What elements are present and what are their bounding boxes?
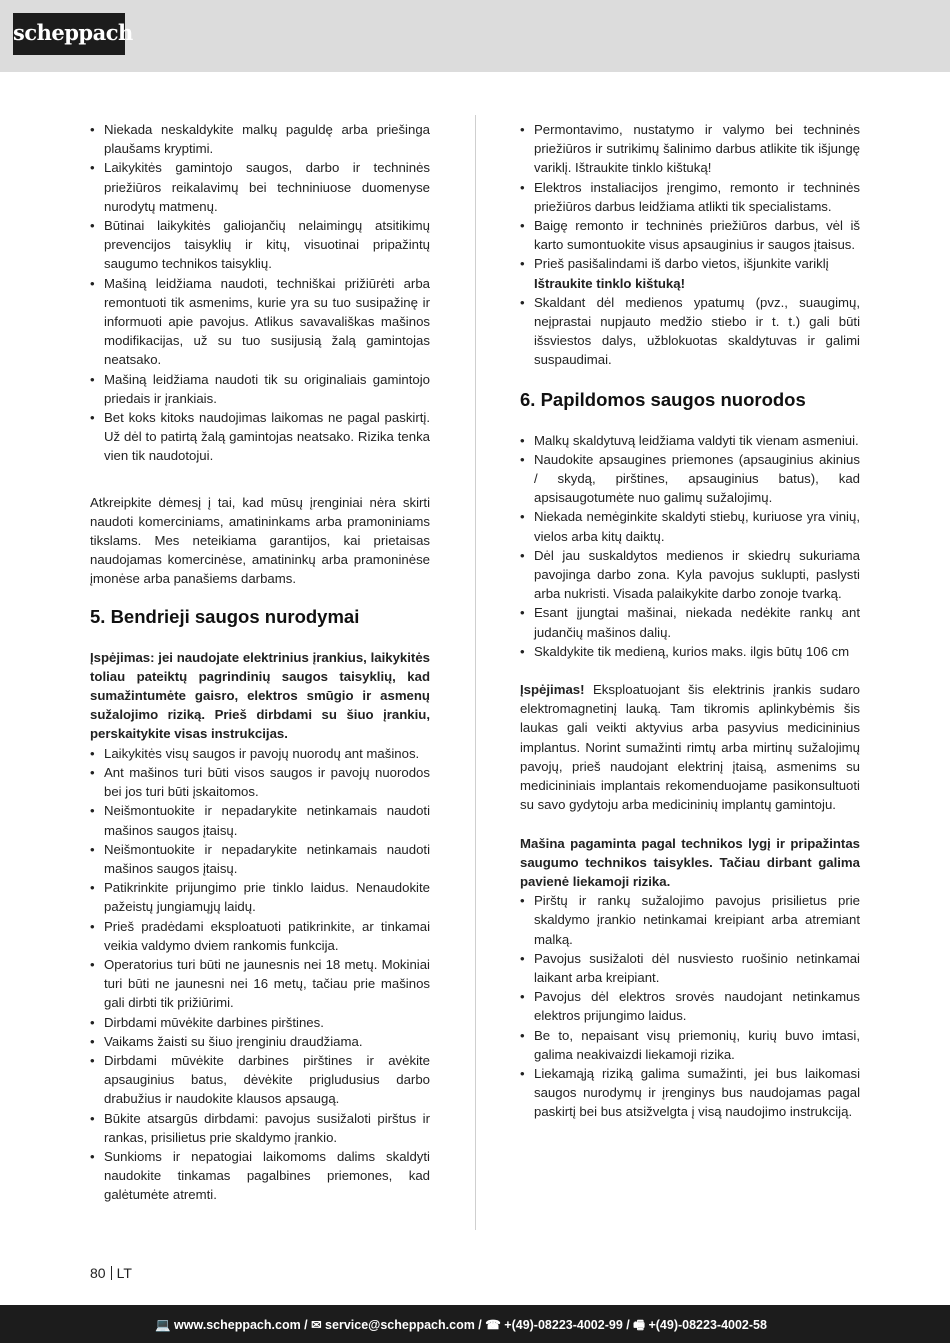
scheppach-logo: scheppach — [13, 13, 125, 55]
list-item: • Bet koks kitoks naudojimas laikomas ne pagal paskirtį. Už dėl to patirtą žalą gamintojas neatsako. Rizika tenka vien tik naudotojui. — [90, 408, 430, 466]
list-item: • Malkų skaldytuvą leidžiama valdyti tik vienam asmeniui. — [520, 431, 860, 450]
list-item: • Esant įjungtai mašinai, niekada nedėkite rankų ant judančių mašinos dalių. — [520, 603, 860, 641]
page-number — [90, 1265, 132, 1281]
list-item: • Sunkioms ir nepatogiai laikomoms dalims skaldyti naudokite tinkamas pagalbines priemones, kad galėtumėte atremti. — [90, 1147, 430, 1205]
list-item: • Elektros instaliacijos įrengimo, remonto ir techninės priežiūros darbus leidžiama atlikti tik specialistams. — [520, 178, 860, 216]
list-item: • Mašiną leidžiama naudoti, techniškai prižiūrėti arba remontuoti tik asmenims, kurie yra su tuo susipažinę ir informuoti apie pavojus. Atlikus savavališkas mašinos modifikacijas, už su tuo susijusią žalą gamintojas neatsako. — [90, 274, 430, 370]
list-item: • Laikykitės visų saugos ir pavojų nuorodų ant mašinos. — [90, 744, 430, 763]
section-5-heading: 5. Bendrieji saugos nurodymai — [90, 605, 360, 627]
list-item: • Liekamąją riziką galima sumažinti, jei bus laikomasi saugos nurodymų ir įrenginys bus naudojamas pagal paskirtį bei bus atsižvelgta į visą naudojimo instrukciją. — [520, 1064, 860, 1122]
list-item: • Pavojus susižaloti dėl nusviesto ruošinio netinkamai laikant arba kreipiant. — [520, 949, 860, 987]
left-column — [90, 120, 430, 1205]
list-item: • Ant mašinos turi būti visos saugos ir pavojų nuorodos bei jos turi būti įskaitomos. — [90, 763, 430, 801]
list-item: • Patikrinkite prijungimo prie tinklo laidus. Nenaudokite pažeistų jungiamųjų laidų. — [90, 878, 430, 916]
warning-text: Eksploatuojant šis elektrinis įrankis sudaro elektromagnetinį lauką. Tam tikromis aplinkybėmis šis laukas gali veikti aktyvius arba pasyvius medicininius implantus. Norint sumažinti rimtų arba mirtinų sužalojimų pavojų, prieš naudojant elektrinį įtaisą, asmenims su medicininiais implantais rekomenduojame pasikonsultuoti su savo gydytoju arba medicininių implantų gamintoju. — [520, 682, 860, 813]
list-item: • Dėl jau suskaldytos medienos ir skiedrų sukuriama pavojinga darbo zona. Kyla pavojus suklupti, paslysti arba nukristi. Visada palaikykite darbo zonoje tvarką. — [520, 546, 860, 604]
page-footer — [0, 1305, 950, 1343]
list-item: • Naudokite apsaugines priemones (apsauginius akinius / skydą, pirštines, apsauginius batus), kad apsisaugotumėte nuo galimų sužalojimų. — [520, 450, 860, 508]
list-item: • Prieš pradėdami eksploatuoti patikrinkite, ar tinkamai veikia valdymo dviem rankomis funkcija. — [90, 917, 430, 955]
list-item-bold: Ištraukite tinklo kištuką! — [534, 275, 685, 291]
page-number-value: 80 — [90, 1265, 106, 1281]
list-item: • Neišmontuokite ir nepadarykite netinkamais naudoti mašinos saugos įtaisų. — [90, 801, 430, 839]
page-language: LT — [116, 1265, 132, 1281]
list-item: • Vaikams žaisti su šiuo įrenginiu draudžiama. — [90, 1032, 430, 1051]
right-column — [520, 120, 860, 1122]
list-item: • Permontavimo, nustatymo ir valymo bei techninės priežiūros ir sutrikimų šalinimo darbus atlikite tik išjungę variklį. Ištraukite tinklo kištuką! — [520, 120, 860, 178]
list-item-text: Prieš pasišalindami iš darbo vietos, išjunkite variklį — [534, 256, 829, 272]
list-item: • Baigę remonto ir techninės priežiūros darbus, vėl iš karto sumontuokite visus apsauginius ir saugos įtaisus. — [520, 216, 860, 254]
emf-warning — [520, 680, 860, 814]
footer-contacts: 💻 www.scheppach.com / ✉ service@scheppach.com / ☎ +(49)-08223-4002-99 / 🖷 +(49)-08223-4002-58 — [155, 1318, 767, 1332]
list-item: • Laikykitės gamintojo saugos, darbo ir techninės priežiūros reikalavimų bei techniniuose duomenyse nurodytų matmenų. — [90, 158, 430, 216]
section-6-heading: 6. Papildomos saugos nuorodos — [520, 388, 806, 410]
list-item: • Būkite atsargūs dirbdami: pavojus susižaloti pirštus ir rankas, prisilietus prie skaldymo įrankio. — [90, 1109, 430, 1147]
list-item: • Mašiną leidžiama naudoti tik su originaliais gamintojo priedais ir įrankiais. — [90, 370, 430, 408]
column-divider — [475, 115, 476, 1230]
list-item: • Niekada neskaldykite malkų paguldę arba priešinga plaušams kryptimi. — [90, 120, 430, 158]
list-item: • Būtinai laikykitės galiojančių nelaimingų atsitikimų prevencijos taisyklių ir kitų, visuotinai pripažintų saugumo technikos taisyklių. — [90, 216, 430, 274]
residual-risk-paragraph: Mašina pagaminta pagal technikos lygį ir pripažintas saugumo technikos taisykles. Tačiau dirbant galima pavienė liekamoji rizika. — [520, 835, 860, 889]
list-item: • Neišmontuokite ir nepadarykite netinkamais naudoti mašinos saugos įtaisų. — [90, 840, 430, 878]
commercial-use-paragraph: Atkreipkite dėmesį į tai, kad mūsų įrenginiai nėra skirti naudoti komerciniams, amatininkams arba pramoniniams tikslams. Mes neteikiama garantijos, kai prietaisas naudojamas komercinėse, amatininkų arba pramoninėse įmonėse arba panašiems darbams. — [90, 494, 430, 587]
list-item: • Dirbdami mūvėkite darbines pirštines. — [90, 1013, 430, 1032]
general-warning: Įspėjimas: jei naudojate elektrinius įrankius, laikykitės toliau pateiktų pagrindinių saugos taisyklių, kad sumažintumėte gaisro, elektros smūgio ir asmenų sužalojimo riziką. Prieš dirbdami su šiuo įrankiu, perskaitykite visas instrukcijas. — [90, 649, 430, 742]
list-item — [520, 254, 860, 292]
list-item: • Niekada nemėginkite skaldyti stiebų, kuriuose yra vinių, vielos arba kitų daiktų. — [520, 507, 860, 545]
list-item: • Skaldant dėl medienos ypatumų (pvz., suaugimų, neįprastai nupjauto medžio stiebo ir t. t.) gali būti išsviestos dalys, užblokuotas skaldytuvas ir galimi suspaudimai. — [520, 293, 860, 370]
list-item: • Pirštų ir rankų sužalojimo pavojus prisilietus prie skaldymo įrankio netinkamai kreipiant arba atremiant malką. — [520, 891, 860, 949]
warning-label: Įspėjimas! — [520, 682, 585, 698]
page-header — [0, 0, 950, 72]
list-item: • Pavojus dėl elektros srovės naudojant netinkamus elektros prijungimo laidus. — [520, 987, 860, 1025]
list-item: • Operatorius turi būti ne jaunesnis nei 18 metų. Mokiniai turi būti ne jaunesni nei 16 metų, tačiau prie mašinos gali dirbti tik prižiūrimi. — [90, 955, 430, 1013]
list-item: • Be to, nepaisant visų priemonių, kurių buvo imtasi, galima neakivaizdi liekamoji rizika. — [520, 1026, 860, 1064]
list-item: • Dirbdami mūvėkite darbines pirštines ir avėkite apsauginius batus, dėvėkite prigludusius darbo drabužius ir naudokite klausos apsaugą. — [90, 1051, 430, 1109]
list-item: • Skaldykite tik medieną, kurios maks. ilgis būtų 106 cm — [520, 642, 860, 661]
